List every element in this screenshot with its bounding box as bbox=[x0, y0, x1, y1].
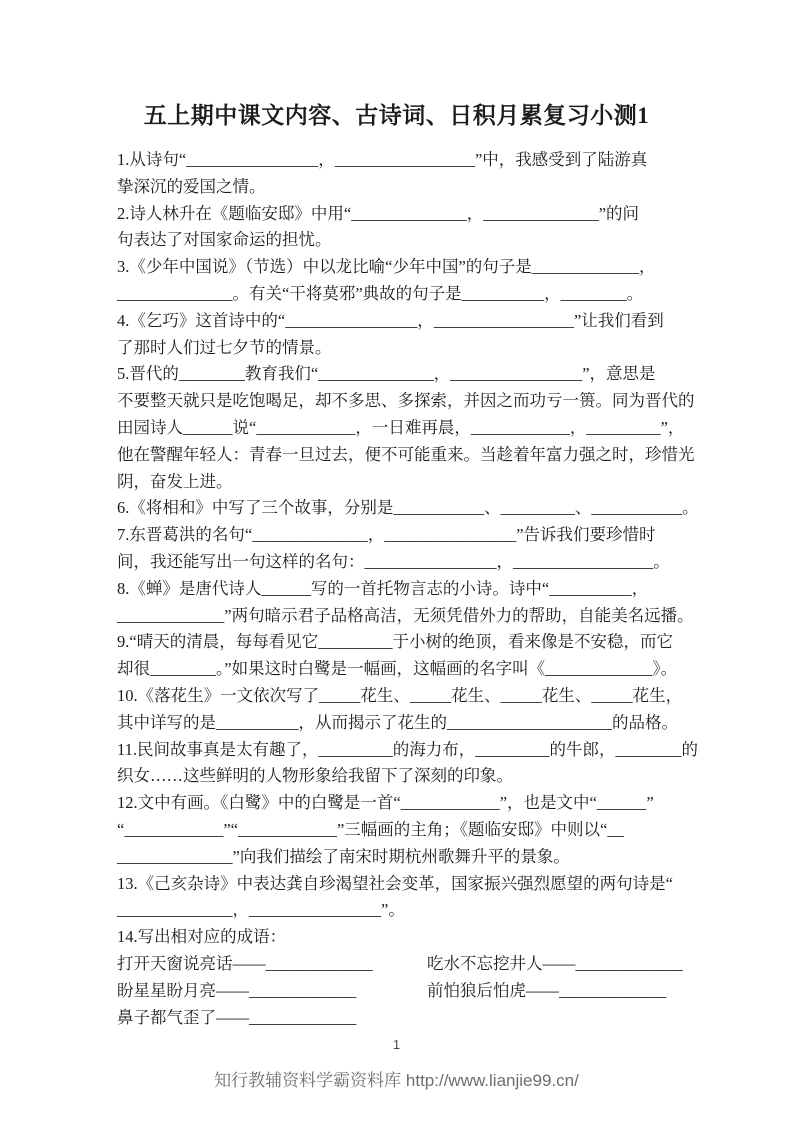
question-line: 11.民间故事真是太有趣了，_________的海力布，_________的牛郎，________的 bbox=[117, 739, 699, 759]
question-line: ______________。有关“干将莫邪”典故的句子是__________，________。 bbox=[117, 283, 644, 303]
question-line: _____________”两句暗示君子品格高洁，无须凭借外力的帮助，自能美名远播。 bbox=[117, 605, 694, 625]
idiom-item: 吃水不忘挖井人——_____________ bbox=[427, 953, 683, 973]
question-line: 10.《落花生》一文依次写了_____花生、_____花生、_____花生、_____花生， bbox=[117, 685, 683, 705]
question-line: 田园诗人______说“____________，一日难再晨，____________，_________”， bbox=[117, 417, 685, 437]
question-line: 挚深沉的爱国之情。 bbox=[117, 176, 266, 196]
question-line: 5.晋代的________教育我们“______________，________________”，意思是 bbox=[117, 364, 656, 384]
idiom-item: 鼻子都气歪了——_____________ bbox=[117, 1007, 357, 1027]
question-line: 7.东晋葛洪的名句“______________，________________”告诉我们要珍惜时 bbox=[117, 525, 656, 545]
idiom-row bbox=[117, 1005, 699, 1032]
idiom-item bbox=[427, 1005, 699, 1032]
question-line: 间，我还能写出一句这样的名句：________________，_________________。 bbox=[117, 551, 670, 571]
question-line: ______________”向我们描绘了南宋时期杭州歌舞升平的景象。 bbox=[117, 846, 570, 866]
question-line: 2.诗人林升在《题临安邸》中用“______________，______________”的问 bbox=[117, 203, 640, 223]
idiom-item: 打开天窗说亮话——_____________ bbox=[117, 953, 373, 973]
question-line: 9.“晴天的清晨，每每看见它_________于小树的绝顶，看来像是不安稳，而它 bbox=[117, 632, 673, 652]
footer-watermark: 知行教辅资料学霸资料库 http://www.lianjie99.cn/ bbox=[214, 1071, 579, 1090]
question-line: 其中详写的是__________，从而揭示了花生的____________________的品格。 bbox=[117, 712, 678, 732]
idiom-item: 盼星星盼月亮——_____________ bbox=[117, 980, 357, 1000]
question-line: 4.《乞巧》这首诗中的“________________，_________________”让我们看到 bbox=[117, 310, 664, 330]
question-line: 阴，奋发上进。 bbox=[117, 471, 233, 491]
question-line: 却很________。”如果这时白鹭是一幅画，这幅画的名字叫《_____________》。 bbox=[117, 659, 678, 679]
question-line: 14.写出相对应的成语： bbox=[117, 927, 287, 947]
question-line: ______________，________________”。 bbox=[117, 900, 405, 920]
question-line: 句表达了对国家命运的担忧。 bbox=[117, 230, 332, 250]
question-line: 3.《少年中国说》（节选）中以龙比喻“少年中国”的句子是_____________， bbox=[117, 257, 656, 277]
question-line: 了那时人们过七夕节的情景。 bbox=[117, 337, 332, 357]
question-line: 他在警醒年轻人：青春一旦过去，便不可能重来。当趁着年富力强之时，珍惜光 bbox=[117, 444, 695, 464]
question-line: 13.《己亥杂诗》中表达龚自珍渴望社会变革，国家振兴强烈愿望的两句诗是“ bbox=[117, 873, 673, 893]
page-number: 1 bbox=[392, 1037, 401, 1052]
question-line: 1.从诗句“________________，_________________”中，我感受到了陆游真 bbox=[117, 150, 648, 169]
question-line: 8.《蝉》是唐代诗人______写的一首托物言志的小诗。诗中“__________， bbox=[117, 578, 649, 598]
question-line: 不要整天就只是吃饱喝足，却不多思、多探索，并因之而功亏一篑。同为晋代的 bbox=[117, 391, 695, 411]
idiom-row bbox=[117, 951, 699, 978]
question-line: “____________”“____________”三幅画的主角；《题临安邸》中则以“__ bbox=[117, 819, 624, 839]
question-list bbox=[117, 147, 699, 1031]
idiom-item: 前怕狼后怕虎——_____________ bbox=[427, 980, 667, 1000]
question-line: 12.文中有画。《白鹭》中的白鹭是一首“____________”，也是文中“______” bbox=[117, 793, 654, 813]
question-line: 6.《将相和》中写了三个故事，分别是___________、_________、___________。 bbox=[117, 498, 699, 518]
idiom-row bbox=[117, 978, 699, 1005]
page-title: 五上期中课文内容、古诗词、日积月累复习小测1 bbox=[143, 103, 650, 128]
question-line: 织女……这些鲜明的人物形象给我留下了深刻的印象。 bbox=[117, 766, 513, 786]
